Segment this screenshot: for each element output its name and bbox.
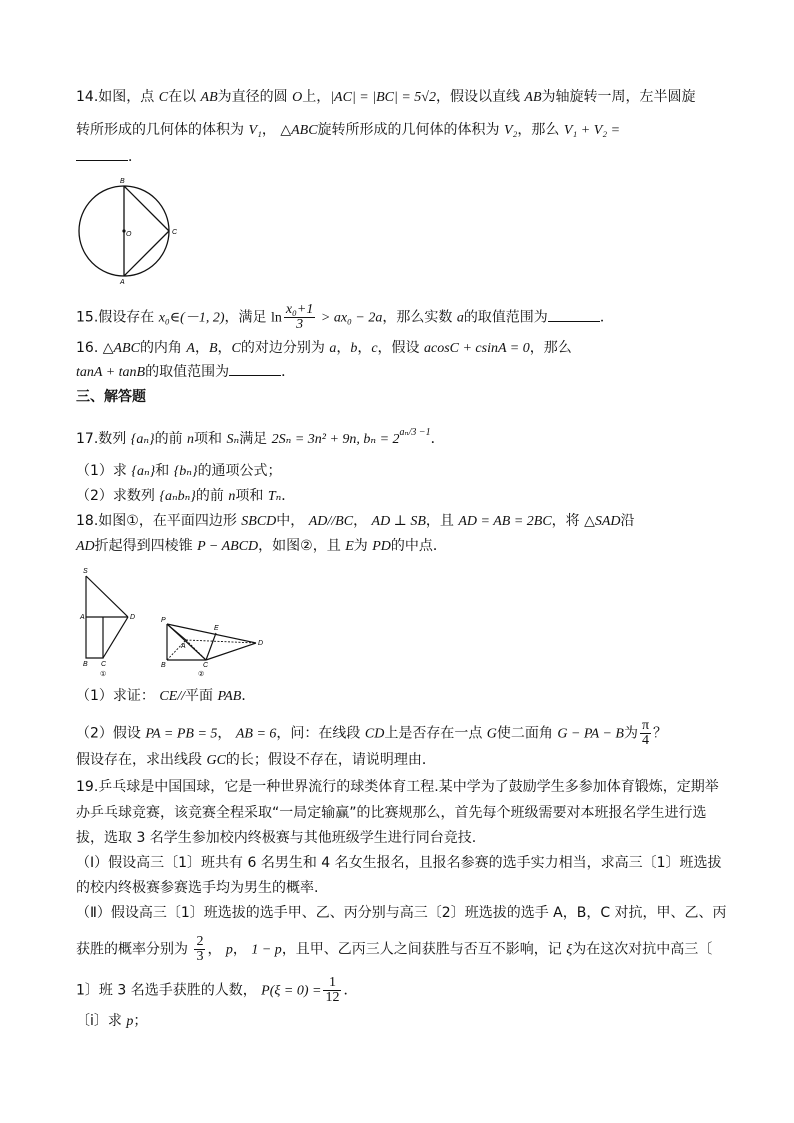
fig1-label-d: D [130, 614, 136, 621]
q19-sub-i: 〔ⅰ〕求 p； [76, 1013, 148, 1029]
q19-line1: 19.乒乓球是中国国球，它是一种世界流行的球类体育工程.某中学为了鼓励学生多参加体育锻炼，定期举 [76, 779, 719, 795]
answer-blank[interactable] [548, 307, 600, 322]
q18-sub2: （2）假设 PA = PB = 5， AB = 6，问：在线段 CD上是否存在一点 G使二面角 G − PA − B为 $\frac{\pi}{4}$ ？ [76, 718, 668, 748]
q19-line3: 拔，选取 3 名学生参加校内终极赛与其他班级学生进行同台竞技. [76, 830, 477, 846]
q18-line1: 18.如图①，在平面四边形 SBCD中， AD//BC， AD ⊥ SB，且 AD = AB = 2BC，将 △SAD沿 [76, 513, 635, 529]
q18-line2: AD折起得到四棱锥 P − ABCD，如图②，且 E为 PD的中点． [76, 538, 447, 554]
fig1-label-c: C [101, 661, 107, 668]
q19-part1b: 的校内终极赛参赛选手均为男生的概率. [76, 880, 319, 896]
q19-part2b: 获胜的概率分别为 $\frac{2}{3}$ ， p， 1 − p，且甲、乙丙三人之间获胜与否互不影响，记 ξ为在这次对抗中高三〔 [76, 934, 713, 964]
fig2-label-b: B [161, 662, 166, 669]
fig1-number: ① [100, 671, 107, 678]
fig2-label-c: C [203, 662, 209, 669]
fig-label-c: C [172, 229, 178, 236]
q19-line2: 办乒乓球竞赛，该竞赛全程采取“一局定输赢”的比赛规那么，首先每个班级需要对本班报名学生进行选 [76, 805, 707, 821]
q14-line3: ． [76, 146, 142, 167]
q15-line: 15.假设存在 x₀∈(－1, 2)，满足 ln $\frac{\text{x₀+1}}{3}$ > ax₀ − 2a，那么实数 a的取值范围为 ． [76, 302, 614, 332]
q16-line2: tanA + tanB的取值范围为 ． [76, 361, 295, 383]
fig2-number: ② [198, 671, 205, 678]
q14-line2: 转所形成的几何体的体积为 V₁， △ABC旋转所形成的几何体的体积为 V₂，那么 V₁ + V₂ = [76, 122, 621, 138]
q16-line1: 16. △ABC的内角 A，B，C的对边分别为 a，b，c，假设 acosC + csinA = 0，那么 [76, 340, 572, 356]
q18-sub1: （1）求证： CE//平面 PAB． [76, 688, 256, 704]
section-heading: 三、解答题 [76, 389, 146, 405]
fig1-label-s: S [83, 568, 88, 575]
answer-blank[interactable] [229, 361, 281, 376]
q17-line: 17.数列 {aₙ}的前 n项和 Sₙ满足 2Sₙ = 3n² + 9n, $b_n = 2^{a_n/3 -1}$． [76, 427, 445, 447]
q17-sub2: （2）求数列 {aₙbₙ}的前 n项和 Tₙ． [76, 488, 296, 504]
q19-part2c: 1〕班 3 名选手获胜的人数， P(ξ = 0) = $\frac{1}{12}$ ． [76, 975, 358, 1005]
fig1-label-a: A [80, 614, 85, 621]
fig2-label-e: E [214, 625, 219, 632]
fig1-label-b: B [83, 661, 88, 668]
q14-line1: 14.如图，点 C在以 AB为直径的圆 O上，|AC| = |BC| = 5√2，假设以直线 AB为轴旋转一周，左半圆旋 [76, 89, 696, 105]
q18-line3: 假设存在，求出线段 GC的长；假设不存在，请说明理由． [76, 752, 436, 768]
fig2-label-p: P [161, 617, 166, 624]
answer-blank[interactable] [76, 146, 128, 161]
q14-figure [78, 176, 183, 286]
fraction-one-twelfth: $\frac{1}{12}$ [325, 975, 340, 1005]
fig2-label-a: A [181, 643, 186, 650]
fig2-label-d: D [258, 640, 264, 647]
fig-label-o: O [126, 231, 132, 238]
q19-part1a: （Ⅰ）假设高三〔1〕班共有 6 名男生和 4 名女生报名，且报名参赛的选手实力相当，求高三〔1〕班选拔 [76, 855, 722, 871]
q18-figure-1 [80, 566, 150, 680]
pi-over-four: $\frac{\pi}{4}$ [641, 718, 650, 748]
fig-label-b: B [120, 178, 125, 185]
fig-label-a: A [120, 279, 125, 286]
q17-sub1: （1）求 {aₙ}和 {bₙ}的通项公式； [76, 463, 282, 479]
q18-figure-2 [158, 614, 268, 680]
fraction-two-thirds: $\frac{2}{3}$ [196, 934, 204, 964]
q15-fraction: $\frac{\text{x₀+1}}{3}$ [285, 302, 314, 332]
q19-part2a: （Ⅱ）假设高三〔1〕班选拔的选手甲、乙、丙分别与高三〔2〕班选拔的选手 A，B，C 对抗，甲、乙、丙 [76, 905, 727, 921]
